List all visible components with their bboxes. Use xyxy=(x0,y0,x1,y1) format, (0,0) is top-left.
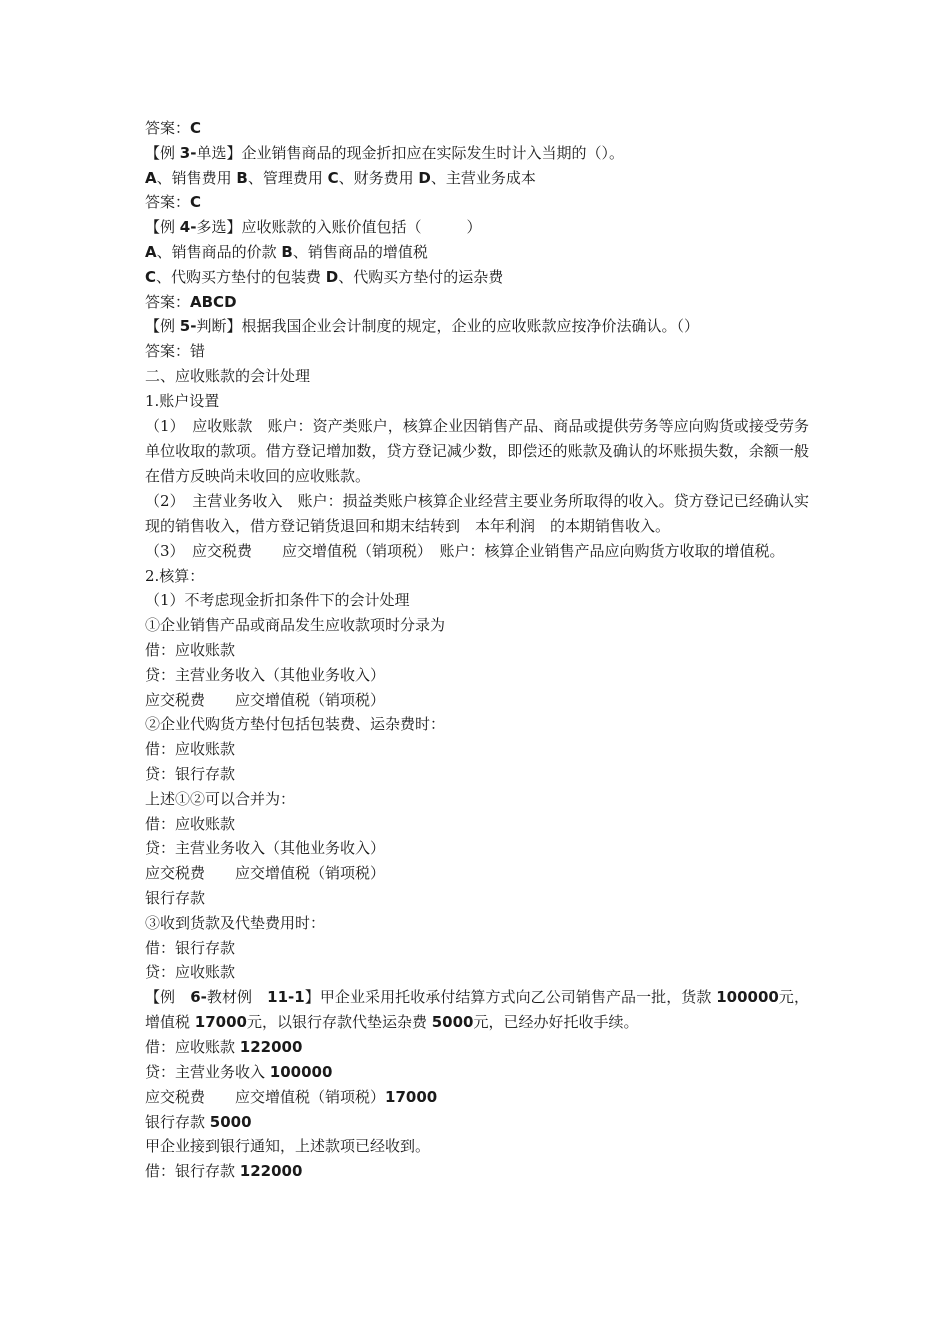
text-segment: 、销售商品的增值税 xyxy=(292,242,428,261)
bold-text: 17000 xyxy=(194,1013,247,1032)
bold-text: 100000 xyxy=(716,988,779,1007)
text-line xyxy=(145,613,809,638)
text-line xyxy=(145,663,809,688)
document-body xyxy=(145,116,809,1184)
text-segment: 贷：应收账款 xyxy=(145,963,236,982)
text-line xyxy=(145,116,809,141)
text-segment: 借：应收账款 xyxy=(145,814,236,833)
text-segment: 、代购买方垫付的包装费 xyxy=(156,267,326,286)
text-segment: 】甲企业采用托收承付结算方式向乙公司销售产品一批，货款 xyxy=(304,988,717,1007)
text-line xyxy=(145,1159,809,1184)
text-segment: 元，已经办好托收手续。 xyxy=(473,1013,639,1032)
text-segment: 借：应收账款 xyxy=(145,740,236,759)
text-line xyxy=(145,638,809,663)
text-line xyxy=(145,389,809,414)
text-segment: 答案： xyxy=(145,292,191,311)
text-line xyxy=(145,737,809,762)
text-segment: ②企业代购货方垫付包括包装费、运杂费时： xyxy=(145,715,446,734)
text-line xyxy=(145,314,809,339)
bold-text: 5000 xyxy=(431,1013,474,1032)
bold-text: C xyxy=(190,119,202,137)
text-segment: 、财务费用 xyxy=(338,168,419,187)
text-line xyxy=(145,414,809,489)
text-line xyxy=(145,215,809,240)
text-line xyxy=(145,364,809,389)
text-segment: （1） 应收账款 账户：资产类账户，核算企业因销售产品、商品或提供劳务等应向购货或接受劳务单位收取的款项。借方登记增加数，贷方登记减少数，即偿还的账款及确认的坏账损失数，余额一般在借方反映尚未收回的应收账款。 xyxy=(145,416,809,485)
text-line xyxy=(145,539,809,564)
text-line xyxy=(145,762,809,787)
text-segment: 二、应收账款的会计处理 xyxy=(145,366,311,385)
text-segment: 单选】企业销售商品的现金折扣应在实际发生时计入当期的（）。 xyxy=(196,143,624,162)
text-segment: 答案： xyxy=(145,119,191,137)
text-segment: 答案：错 xyxy=(145,342,206,361)
bold-text: 3- xyxy=(179,143,197,162)
text-segment: （3） 应交税费 应交增值税（销项税） 账户：核算企业销售产品应向购货方收取的增值税。 xyxy=(145,541,785,560)
text-line xyxy=(145,861,809,886)
text-segment: 借：银行存款 xyxy=(145,938,236,957)
text-segment: 元，以银行存款代垫运杂费 xyxy=(246,1013,432,1032)
bold-text: D xyxy=(418,168,431,187)
bold-text: A xyxy=(145,242,157,261)
text-segment: 【例 xyxy=(145,317,180,336)
bold-text: B xyxy=(281,242,293,261)
text-line xyxy=(145,836,809,861)
bold-text: 5000 xyxy=(209,1112,252,1131)
text-line xyxy=(145,688,809,713)
text-segment: ③收到货款及代垫费用时： xyxy=(145,913,326,932)
text-segment: 、管理费用 xyxy=(247,168,328,187)
text-segment: 上述①②可以合并为： xyxy=(145,789,296,808)
text-line xyxy=(145,190,809,215)
text-segment: 教材例 xyxy=(206,988,268,1007)
bold-text: C xyxy=(327,168,339,187)
text-line xyxy=(145,886,809,911)
text-segment: 、代购买方垫付的运杂费 xyxy=(338,267,504,286)
text-segment: 、销售商品的价款 xyxy=(156,242,282,261)
bold-text: C xyxy=(190,193,202,212)
text-line xyxy=(145,489,809,539)
text-segment: 【例 xyxy=(145,988,191,1007)
text-segment: 借：银行存款 xyxy=(145,1162,240,1181)
text-segment: 多选】应收账款的入账价值包括（ ） xyxy=(196,218,482,237)
text-segment: 银行存款 xyxy=(145,888,206,907)
text-segment: 贷：主营业务收入（其他业务收入） xyxy=(145,665,386,684)
text-segment: 、销售费用 xyxy=(156,168,237,187)
text-segment: 应交税费 应交增值税（销项税） xyxy=(145,1087,386,1106)
bold-text: 17000 xyxy=(385,1087,438,1106)
text-line xyxy=(145,240,809,265)
text-segment: 贷：银行存款 xyxy=(145,764,236,783)
text-segment: 1.账户设置 xyxy=(145,391,220,410)
text-line xyxy=(145,339,809,364)
text-line xyxy=(145,960,809,985)
bold-text: 5- xyxy=(179,317,197,336)
text-line xyxy=(145,1060,809,1085)
text-segment: 、主营业务成本 xyxy=(430,168,536,187)
text-line xyxy=(145,936,809,961)
text-line xyxy=(145,985,809,1035)
text-segment: 判断】根据我国企业会计制度的规定，企业的应收账款应按净价法确认。（） xyxy=(196,317,699,336)
text-segment: （1）不考虑现金折扣条件下的会计处理 xyxy=(145,591,410,610)
text-line xyxy=(145,564,809,589)
text-segment: 元，增值税 xyxy=(145,988,809,1032)
bold-text: 122000 xyxy=(239,1162,303,1181)
bold-text: ABCD xyxy=(190,292,237,311)
text-segment: 借：应收账款 xyxy=(145,1038,240,1057)
bold-text: 6- xyxy=(190,988,207,1007)
text-line xyxy=(145,141,809,166)
text-line xyxy=(145,1035,809,1060)
bold-text: 122000 xyxy=(239,1038,303,1057)
text-segment: 贷：主营业务收入 xyxy=(145,1062,270,1081)
bold-text: 4- xyxy=(179,218,197,237)
text-line xyxy=(145,290,809,315)
text-segment: 应交税费 应交增值税（销项税） xyxy=(145,864,386,883)
text-segment: 【例 xyxy=(145,218,180,237)
text-line xyxy=(145,1110,809,1135)
text-line xyxy=(145,787,809,812)
text-line xyxy=(145,166,809,191)
bold-text: A xyxy=(145,168,157,187)
text-segment: 贷：主营业务收入（其他业务收入） xyxy=(145,839,386,858)
bold-text: 11-1 xyxy=(267,988,305,1007)
text-segment: 借：应收账款 xyxy=(145,640,236,659)
text-segment: ①企业销售产品或商品发生应收款项时分录为 xyxy=(145,616,446,635)
text-segment: 甲企业接到银行通知，上述款项已经收到。 xyxy=(145,1137,431,1156)
text-line xyxy=(145,812,809,837)
text-segment: 2.核算： xyxy=(145,566,205,585)
bold-text: C xyxy=(145,267,157,286)
text-line xyxy=(145,1134,809,1159)
bold-text: D xyxy=(325,267,339,286)
text-line xyxy=(145,588,809,613)
text-segment: 答案： xyxy=(145,193,191,212)
text-segment: （2） 主营业务收入 账户：损益类账户核算企业经营主要业务所取得的收入。贷方登记已经确认实现的销售收入，借方登记销货退回和期末结转到 本年利润 的本期销售收入。 xyxy=(145,491,809,535)
text-line xyxy=(145,911,809,936)
bold-text: B xyxy=(236,168,248,187)
text-segment: 【例 xyxy=(145,143,180,162)
text-segment: 应交税费 应交增值税（销项税） xyxy=(145,690,386,709)
text-line xyxy=(145,265,809,290)
bold-text: 100000 xyxy=(269,1062,333,1081)
text-segment: 银行存款 xyxy=(145,1112,210,1131)
text-line xyxy=(145,1085,809,1110)
text-line xyxy=(145,712,809,737)
